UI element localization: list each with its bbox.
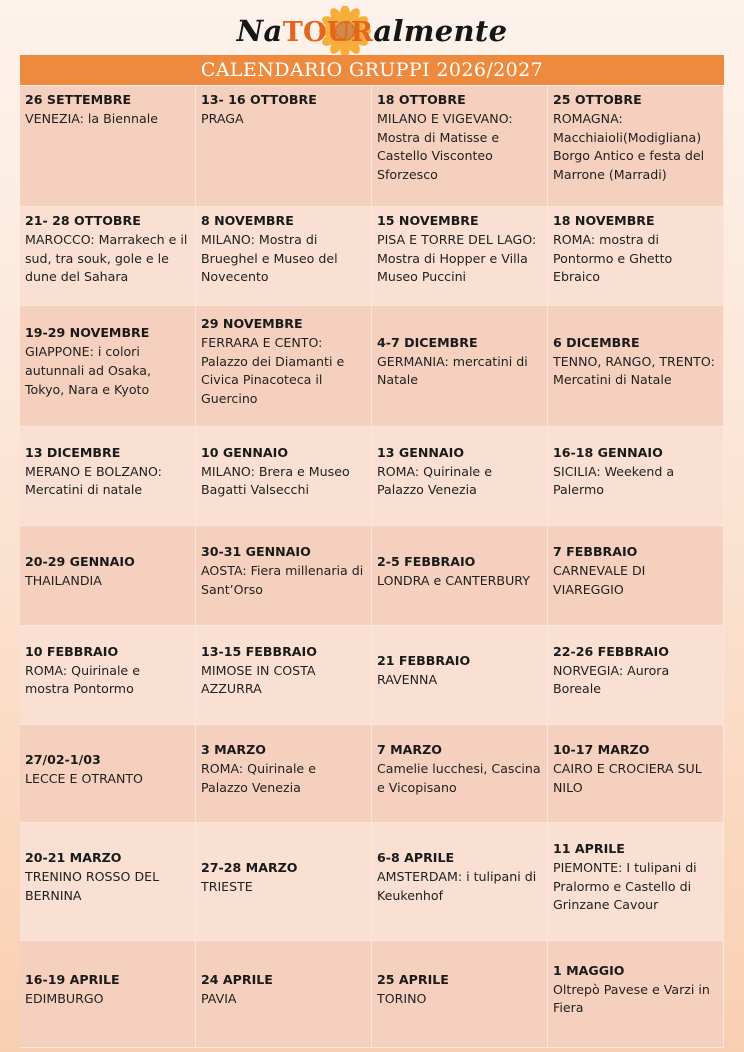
event-date: 13- 16 OTTOBRE — [201, 92, 317, 107]
event-description: ROMA: Quirinale e mostra Pontormo — [25, 662, 140, 697]
event-date: 26 SETTEMBRE — [25, 92, 132, 107]
event-date: 22-26 FEBBRAIO — [553, 643, 669, 659]
event-date: 20-29 GENNAIO — [25, 553, 135, 569]
event-description: CAIRO E CROCIERA SUL NILO — [553, 761, 702, 795]
event-date: 6-8 APRILE — [377, 850, 455, 866]
event-date: 13 DICEMBRE — [25, 444, 121, 460]
event-cell — [372, 306, 548, 427]
event-description: PRAGA — [201, 110, 244, 126]
event-cell — [20, 526, 196, 626]
event-date: 15 NOVEMBRE — [377, 213, 479, 228]
event-date: 13 GENNAIO — [377, 444, 465, 460]
event-description: NORVEGIA: Aurora Boreale — [553, 662, 670, 697]
brand-highlight: TOUR — [282, 17, 374, 48]
event-cell — [196, 823, 372, 941]
event-cell — [196, 526, 372, 626]
event-date: 7 MARZO — [377, 742, 442, 758]
event-description: TRIESTE — [201, 878, 253, 894]
event-date: 19-29 NOVEMBRE — [25, 325, 150, 341]
event-description: RAVENNA — [377, 672, 438, 687]
event-description: ROMA: mostra di Pontormo e Ghetto Ebraico — [553, 231, 673, 285]
event-date: 4-7 DICEMBRE — [377, 334, 478, 350]
event-description: GIAPPONE: i colori autunnali ad Osaka, Tokyo, Nara e Kyoto — [25, 344, 151, 397]
event-date: 11 APRILE — [553, 840, 625, 856]
event-description: PIEMONTE: I tulipani di Pralormo e Castello di Grinzane Cavour — [553, 859, 697, 913]
event-date: 8 NOVEMBRE — [201, 213, 294, 228]
event-date: 6 DICEMBRE — [553, 334, 640, 350]
event-description: LECCE E OTRANTO — [25, 770, 143, 786]
event-cell — [196, 86, 372, 207]
event-description: PISA E TORRE DEL LAGO: Mostra di Hopper e Villa Museo Puccini — [377, 231, 537, 285]
event-description: THAILANDIA — [25, 572, 102, 588]
event-cell — [196, 725, 372, 823]
event-description: ROMA: Quirinale e Palazzo Venezia — [201, 761, 316, 795]
event-description: AOSTA: Fiera millenaria di Sant’Orso — [201, 563, 364, 597]
event-cell — [20, 823, 196, 941]
event-cell — [196, 941, 372, 1048]
event-description: PAVIA — [201, 991, 237, 1006]
event-date: 27/02-1/03 — [25, 751, 101, 767]
event-date: 18 OTTOBRE — [377, 92, 466, 107]
event-cell — [548, 526, 724, 626]
event-date: 20-21 MARZO — [25, 850, 122, 866]
calendar-grid — [20, 86, 724, 1048]
event-date: 18 NOVEMBRE — [553, 213, 655, 228]
event-date: 10 GENNAIO — [201, 444, 289, 460]
event-cell — [372, 86, 548, 207]
event-date: 25 APRILE — [377, 972, 449, 988]
event-date: 2-5 FEBBRAIO — [377, 553, 476, 569]
event-cell — [20, 427, 196, 526]
event-cell — [20, 207, 196, 306]
event-date: 29 NOVEMBRE — [201, 316, 303, 331]
event-cell — [548, 427, 724, 526]
event-date: 21 FEBBRAIO — [377, 653, 471, 669]
event-cell — [548, 626, 724, 725]
event-date: 27-28 MARZO — [201, 859, 298, 875]
event-date: 30-31 GENNAIO — [201, 544, 311, 560]
event-description: GERMANIA: mercatini di Natale — [377, 353, 528, 388]
event-cell — [20, 86, 196, 207]
event-cell — [548, 207, 724, 306]
event-cell — [20, 725, 196, 823]
event-description: EDIMBURGO — [25, 991, 104, 1006]
event-cell — [372, 626, 548, 725]
event-description: MIMOSE IN COSTA AZZURRA — [201, 662, 316, 697]
event-cell — [20, 626, 196, 725]
event-cell — [372, 207, 548, 306]
event-date: 1 MAGGIO — [553, 962, 625, 978]
event-date: 16-19 APRILE — [25, 972, 120, 988]
brand-prefix: Na — [236, 14, 283, 48]
event-cell — [372, 427, 548, 526]
event-description: AMSTERDAM: i tulipani di Keukenhof — [377, 869, 537, 903]
brand-name — [0, 14, 744, 48]
event-description: ROMA: Quirinale e Palazzo Venezia — [377, 463, 492, 498]
event-date: 3 MARZO — [201, 742, 266, 758]
event-description: TORINO — [377, 991, 427, 1006]
event-cell — [372, 725, 548, 823]
event-description: FERRARA E CENTO: Palazzo dei Diamanti e Civica Pinacoteca il Guercino — [201, 334, 345, 407]
event-cell — [548, 823, 724, 941]
event-description: Camelie lucchesi, Cascina e Vicopisano — [377, 761, 541, 795]
brand-logo — [0, 4, 744, 56]
event-date: 21- 28 OTTOBRE — [25, 213, 141, 228]
event-description: MILANO: Mostra di Brueghel e Museo del Novecento — [201, 231, 338, 285]
event-cell — [20, 941, 196, 1048]
page-title: CALENDARIO GRUPPI 2026/2027 — [20, 55, 724, 85]
event-cell — [196, 427, 372, 526]
event-cell — [196, 207, 372, 306]
event-date: 13-15 FEBBRAIO — [201, 643, 317, 659]
event-description: VENEZIA: la Biennale — [25, 110, 158, 126]
brand-suffix: almente — [373, 14, 508, 48]
event-description: SICILIA: Weekend a Palermo — [553, 463, 675, 498]
event-cell — [20, 306, 196, 427]
event-cell — [372, 941, 548, 1048]
event-description: Oltrepò Pavese e Varzi in Fiera — [553, 981, 710, 1016]
event-description: ROMAGNA: Macchiaioli(Modigliana) Borgo Antico e festa del Marrone (Marradi) — [553, 110, 705, 183]
event-description: MILANO: Brera e Museo Bagatti Valsecchi — [201, 463, 350, 498]
event-description: CARNEVALE DI VIAREGGIO — [553, 563, 646, 597]
event-date: 25 OTTOBRE — [553, 92, 642, 107]
event-cell — [196, 626, 372, 725]
event-description: LONDRA e CANTERBURY — [377, 572, 530, 588]
event-cell — [548, 86, 724, 207]
event-description: MILANO E VIGEVANO: Mostra di Matisse e Castello Visconteo Sforzesco — [377, 110, 513, 183]
event-date: 16-18 GENNAIO — [553, 444, 663, 460]
event-description: MAROCCO: Marrakech e il sud, tra souk, gole e le dune del Sahara — [25, 231, 188, 285]
event-cell — [372, 526, 548, 626]
event-date: 7 FEBBRAIO — [553, 544, 638, 560]
event-description: TRENINO ROSSO DEL BERNINA — [25, 869, 160, 903]
event-description: MERANO E BOLZANO: Mercatini di natale — [25, 463, 162, 498]
event-date: 10 FEBBRAIO — [25, 643, 119, 659]
event-cell — [196, 306, 372, 427]
event-cell — [548, 306, 724, 427]
event-cell — [548, 725, 724, 823]
event-cell — [548, 941, 724, 1048]
event-description: TENNO, RANGO, TRENTO: Mercatini di Natale — [553, 353, 715, 388]
event-cell — [372, 823, 548, 941]
event-date: 10-17 MARZO — [553, 742, 650, 758]
event-date: 24 APRILE — [201, 972, 273, 988]
